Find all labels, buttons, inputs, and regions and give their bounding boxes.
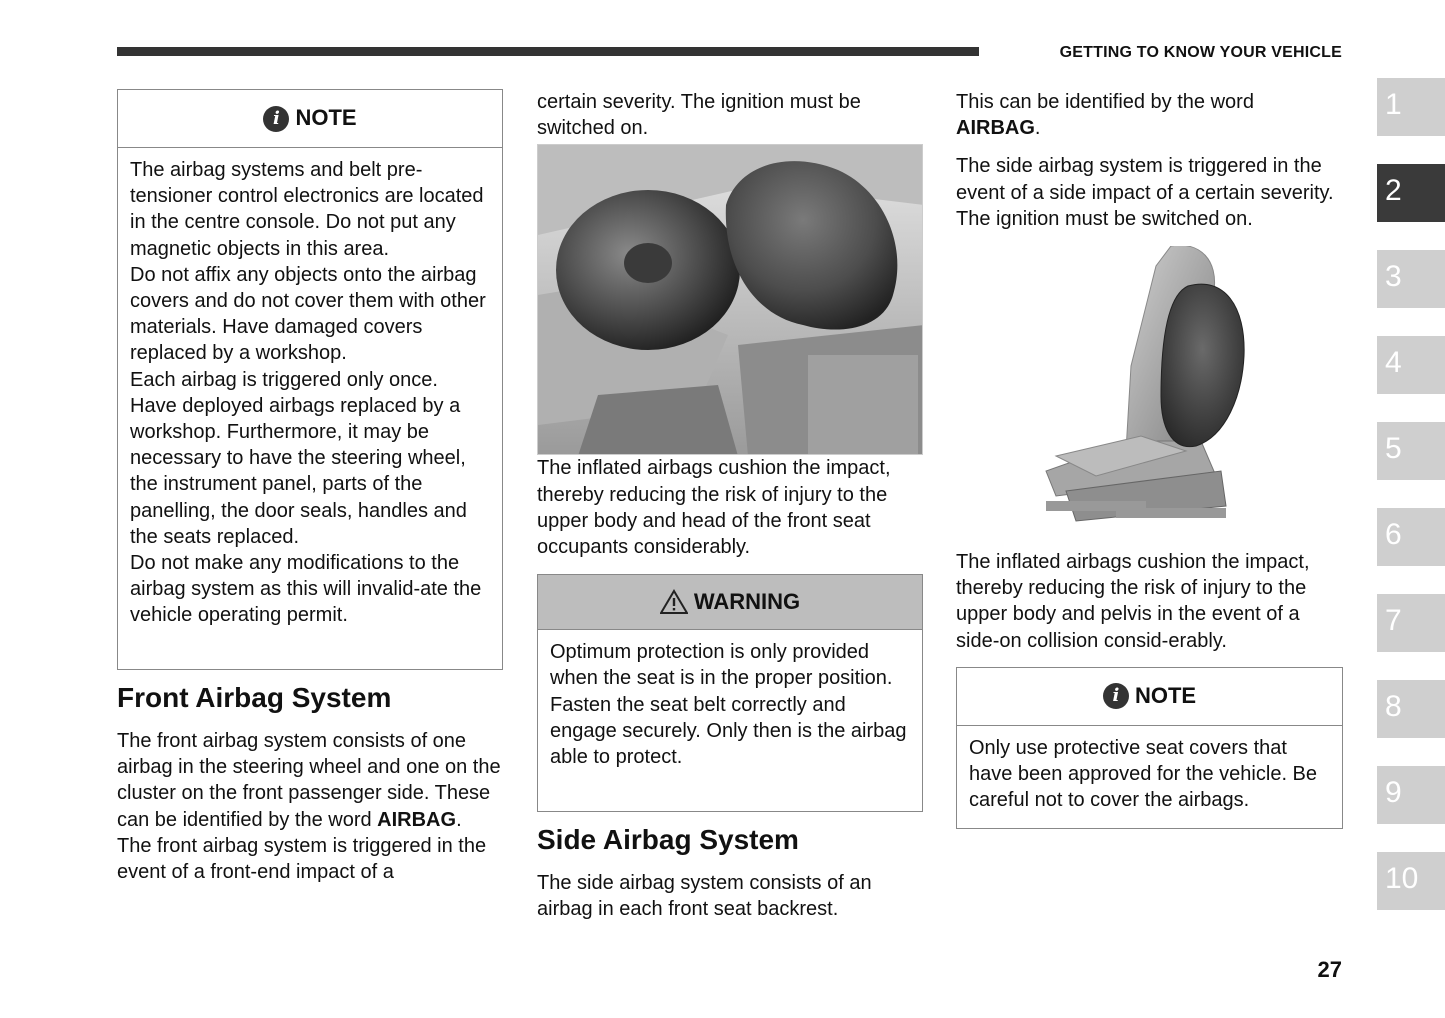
side-airbag-caption: The inflated airbags cushion the impact, thereby reducing the risk of injury to the upper body and pelvis in the event of a side-on collision consid-erably. (956, 551, 1310, 652)
front-airbag-illustration (537, 144, 923, 455)
note-title: NOTE (295, 105, 357, 131)
note-paragraph: Do not make any modifications to the airbag system as this will invalid-ate the vehicle operating permit. (130, 552, 482, 627)
chapter-tab-7[interactable]: 7 (1377, 594, 1445, 652)
note-box (117, 89, 503, 670)
warning-header (538, 575, 922, 630)
punctuation: . (456, 808, 462, 831)
info-icon: i (1103, 683, 1129, 709)
front-airbag-text: The front airbag system consists of one airbag in the steering wheel and one on the cluster on the front passenger side. These can be identified by the word (117, 730, 501, 831)
chapter-tab-1[interactable]: 1 (1377, 78, 1445, 136)
warning-box (537, 574, 923, 812)
page-number: 27 (1317, 957, 1342, 982)
front-airbags-image (538, 145, 923, 455)
note-paragraph: The airbag systems and belt pre-tensioner control electronics are located in the centre console. Do not put any magnetic objects in this area. (130, 159, 484, 260)
note-header (957, 668, 1342, 726)
side-airbag-text: This can be identified by the word (956, 91, 1254, 113)
warning-body (538, 630, 922, 783)
front-airbag-trigger-text: The front airbag system is triggered in the event of a front-end impact of a (117, 834, 487, 884)
chapter-tab-10[interactable]: 10 (1377, 852, 1445, 910)
airbag-label: AIRBAG (956, 117, 1035, 140)
note-box-2 (956, 667, 1343, 829)
chapter-tab-5[interactable]: 5 (1377, 422, 1445, 480)
chapter-tab-3[interactable]: 3 (1377, 250, 1445, 308)
column-2 (537, 89, 923, 923)
note-body (957, 726, 1342, 827)
section-title: GETTING TO KNOW YOUR VEHICLE (1059, 44, 1342, 61)
front-airbag-caption: The inflated airbags cushion the impact, thereby reducing the risk of injury to the upper body and head of the front seat occupants considerably. (537, 457, 891, 559)
note-paragraph: Do not affix any objects onto the airbag covers and do not cover them with other materials. Have damaged covers replaced by a workshop. (130, 263, 486, 365)
chapter-tab-6[interactable]: 6 (1377, 508, 1445, 566)
column-1 (117, 89, 503, 885)
warning-title: WARNING (693, 589, 801, 615)
warning-paragraph: Optimum protection is only provided when the seat is in the proper position. (550, 641, 893, 690)
side-airbag-trigger: The side airbag system is triggered in the event of a side impact of a certain severity. The ignition must be switched on. (956, 155, 1334, 230)
chapter-tab-2[interactable]: 2 (1377, 164, 1445, 222)
side-airbag-illustration (956, 246, 1343, 546)
note-paragraph: Each airbag is triggered only once. Have deployed airbags replaced by a workshop. Furthermore, it may be necessary to have the steering wheel, the instrument panel, parts of the panelling, the door seals, handles and the seats replaced. (130, 368, 467, 548)
side-airbag-paragraph: The side airbag system consists of an airbag in each front seat backrest. (537, 872, 872, 921)
punctuation: . (1034, 117, 1041, 140)
seat-airbag-image (956, 246, 1343, 546)
side-airbag-cont (956, 89, 1343, 141)
column-3 (956, 89, 1343, 829)
header-rule (117, 47, 979, 56)
side-airbag-heading: Side Airbag System (537, 824, 799, 856)
front-airbag-heading: Front Airbag System (117, 682, 392, 713)
note-body (118, 148, 502, 642)
chapter-tab-8[interactable]: 8 (1377, 680, 1445, 738)
info-icon: i (263, 106, 289, 132)
chapter-tab-9[interactable]: 9 (1377, 766, 1445, 824)
front-airbag-paragraph (117, 728, 503, 833)
warning-paragraph: Fasten the seat belt correctly and engage securely. Only then is the airbag able to protect. (550, 693, 907, 769)
airbag-label: AIRBAG (377, 808, 457, 831)
warning-triangle-icon (660, 589, 688, 615)
note-header (118, 90, 502, 148)
front-airbag-trigger-cont: certain severity. The ignition must be switched on. (537, 91, 861, 140)
note-paragraph: Only use protective seat covers that have been approved for the vehicle. Be careful not to cover the airbags. (969, 736, 1318, 812)
note-title: NOTE (1134, 683, 1197, 709)
chapter-tab-4[interactable]: 4 (1377, 336, 1445, 394)
